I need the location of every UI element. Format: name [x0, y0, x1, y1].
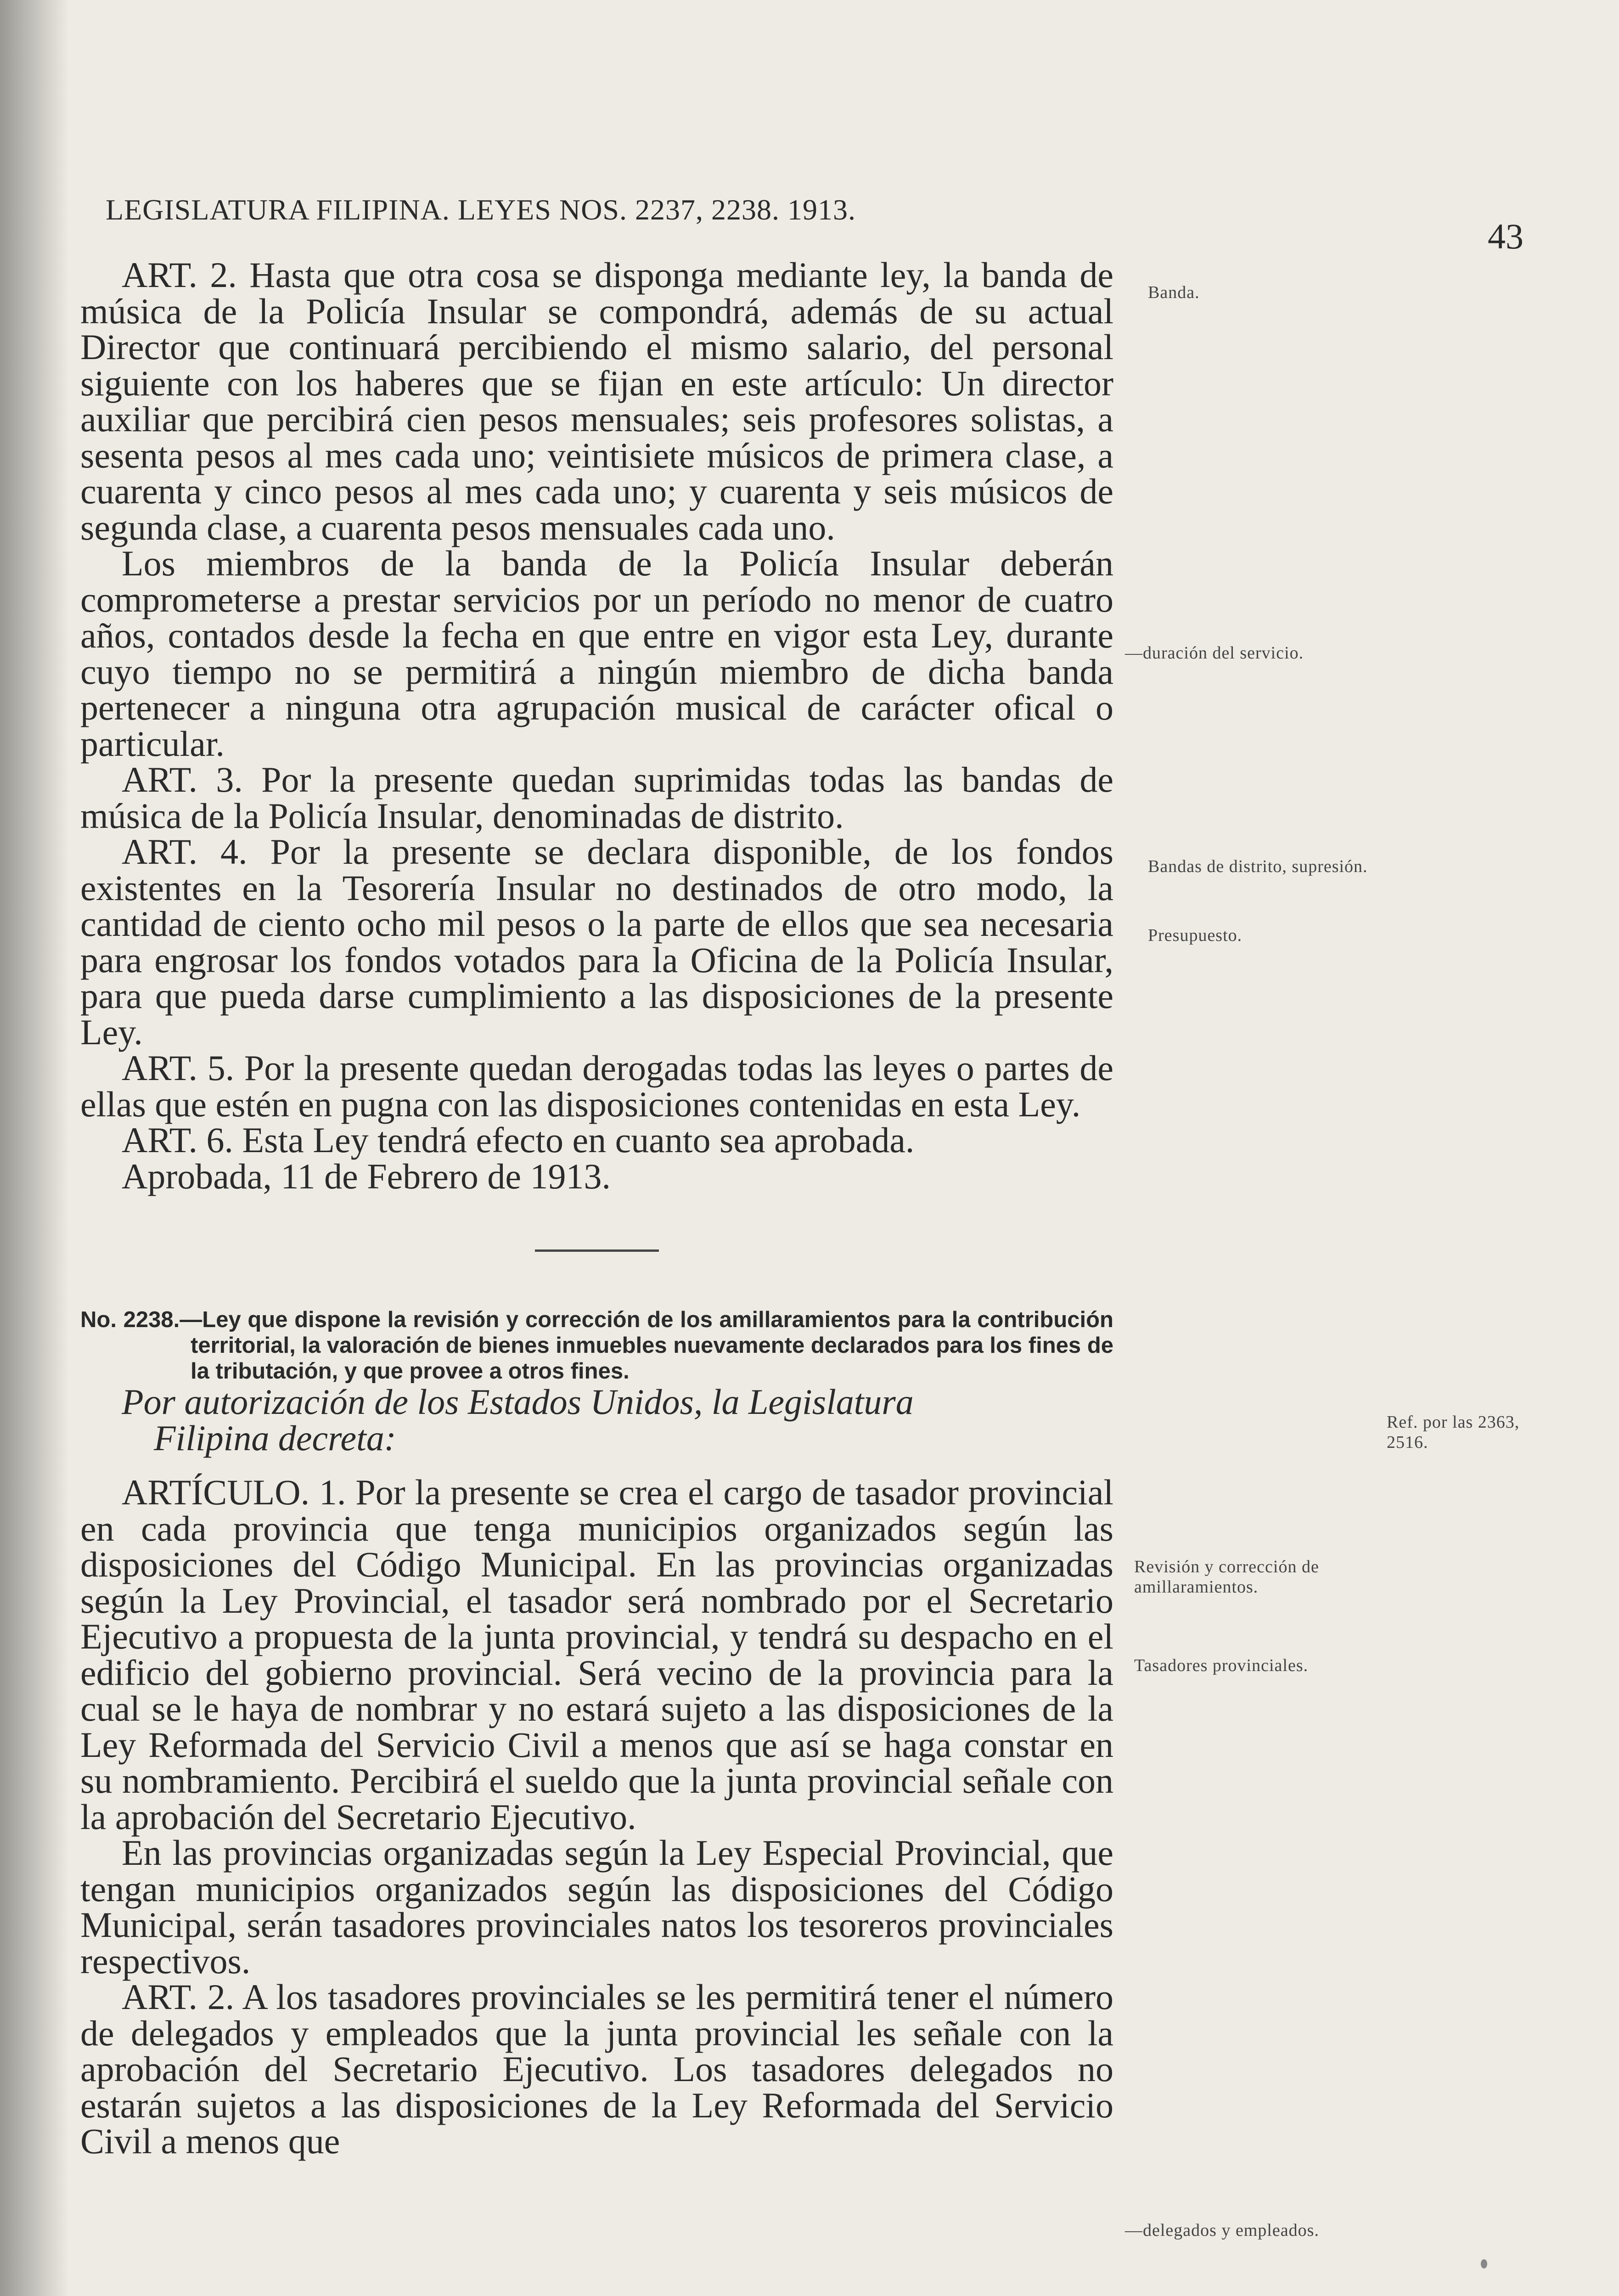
enacting-line-2: Filipina decreta: — [154, 1418, 396, 1458]
margin-note-revision: Revisión y corrección de amillaramientos. — [1134, 1557, 1319, 1597]
law-2238-art-1: ARTÍCULO. 1. Por la presente se crea el cargo de tasador provincial en cada provincia que tenga municipios organizados según las disposiciones del Código Municipal. En las provincias organizadas según la Ley Provincial, el tasador será nombrado por el Secretario Ejecutivo a propuesta de la junta provincial, y tendrá su despacho en el edificio del gobierno provincial. Será vecino de la provincia para la cual se le haya de nombrar y no estará sujeto a las disposiciones de la Ley Reformada del Servicio Civil a menos que así se haga constar en su nombramiento. Percibirá el sueldo que la junta provincial señale con la aprobación del Secretario Ejecutivo. — [80, 1472, 1113, 1837]
main-text — [80, 257, 1113, 2160]
law-2237-approval: Aprobada, 11 de Febrero de 1913. — [122, 1156, 611, 1196]
page-number: 43 — [1488, 216, 1523, 256]
law-2238-heading: No. 2238.—Ley que dispone la revisión y corrección de los amillaramientos para la contribución territorial, la valoración de bienes inmuebles nuevamente declarados para los fines de la tributación, y que provee a otros fines. — [80, 1307, 1113, 1384]
running-header: LEGISLATURA FILIPINA. LEYES NOS. 2237, 2238. 1913. — [106, 193, 856, 226]
law-2237-art-2: ART. 2. Hasta que otra cosa se disponga mediante ley, la banda de música de la Policía Insular se compondrá, además de su actual Director que continuará percibiendo el mismo salario, del personal siguiente con los haberes que se fijan en este artículo: Un director auxiliar que percibirá cien pesos mensuales; seis profesores solistas, a sesenta pesos al mes cada uno; veintisiete músicos de primera clase, a cuarenta y cinco pesos al mes cada uno; y cuarenta y seis músicos de segunda clase, a cuarenta pesos mensuales cada uno. — [80, 255, 1113, 547]
law-2237-members-paragraph: Los miembros de la banda de la Policía Insular deberán comprometerse a prestar servicios por un período no menor de cuatro años, contados desde la fecha en que entre en vigor esta Ley, durante cuyo tiempo no se permitirá a ningún miembro de dicha banda pertenecer a ninguna otra agrupación musical de carácter ofical o particular. — [80, 543, 1113, 764]
law-2237-art-4: ART. 4. Por la presente se declara disponible, de los fondos existentes en la Tesorería Insular no destinados de otro modo, la cantidad de ciento ocho mil pesos o la parte de ellos que sea necesaria para engrosar los fondos votados para la Oficina de la Policía Insular, para que pueda darse cumplimiento a las disposiciones de la presente Ley. — [80, 832, 1113, 1052]
page-gutter-shadow — [0, 0, 69, 2296]
law-2238-special-provinces: En las provincias organizadas según la Ley Especial Provincial, que tengan municipios organizados según las disposiciones del Código Municipal, serán tasadores provinciales natos los tesoreros provinciales respectivos. — [80, 1833, 1113, 1981]
margin-note-bandas-distrito: Bandas de distrito, supresión. — [1148, 857, 1368, 876]
margin-note-banda: Banda. — [1148, 283, 1200, 302]
law-2238-art-2: ART. 2. A los tasadores provinciales se les permitirá tener el número de delegados y empleados que la junta provincial les señale con la aprobación del Secretario Ejecutivo. Los tasadores delegados no estarán sujetos a las disposiciones de la Ley Reformada del Servicio Civil a menos que — [80, 1977, 1113, 2161]
margin-note-duracion: —duración del servicio. — [1125, 643, 1304, 663]
enacting-clause — [80, 1384, 1113, 1456]
law-2237-art-3: ART. 3. Por la presente quedan suprimidas todas las bandas de música de la Policía Insular, denominadas de distrito. — [80, 760, 1113, 836]
margin-note-ref: Ref. por las 2363, 2516. — [1387, 1412, 1520, 1452]
margin-note-presupuesto: Presupuesto. — [1148, 926, 1242, 945]
section-divider — [535, 1249, 659, 1252]
margin-note-tasadores: Tasadores provinciales. — [1134, 1656, 1309, 1675]
ink-speck — [1481, 2259, 1487, 2268]
law-2237-art-5: ART. 5. Por la presente quedan derogadas todas las leyes o partes de ellas que estén en pugna con las disposiciones contenidas en esta Ley. — [80, 1048, 1113, 1124]
enacting-line-1: Por autorización de los Estados Unidos, la Legislatura — [122, 1382, 914, 1422]
margin-note-delegados: —delegados y empleados. — [1125, 2221, 1319, 2240]
law-2237-art-6: ART. 6. Esta Ley tendrá efecto en cuanto sea aprobada. — [122, 1120, 915, 1160]
